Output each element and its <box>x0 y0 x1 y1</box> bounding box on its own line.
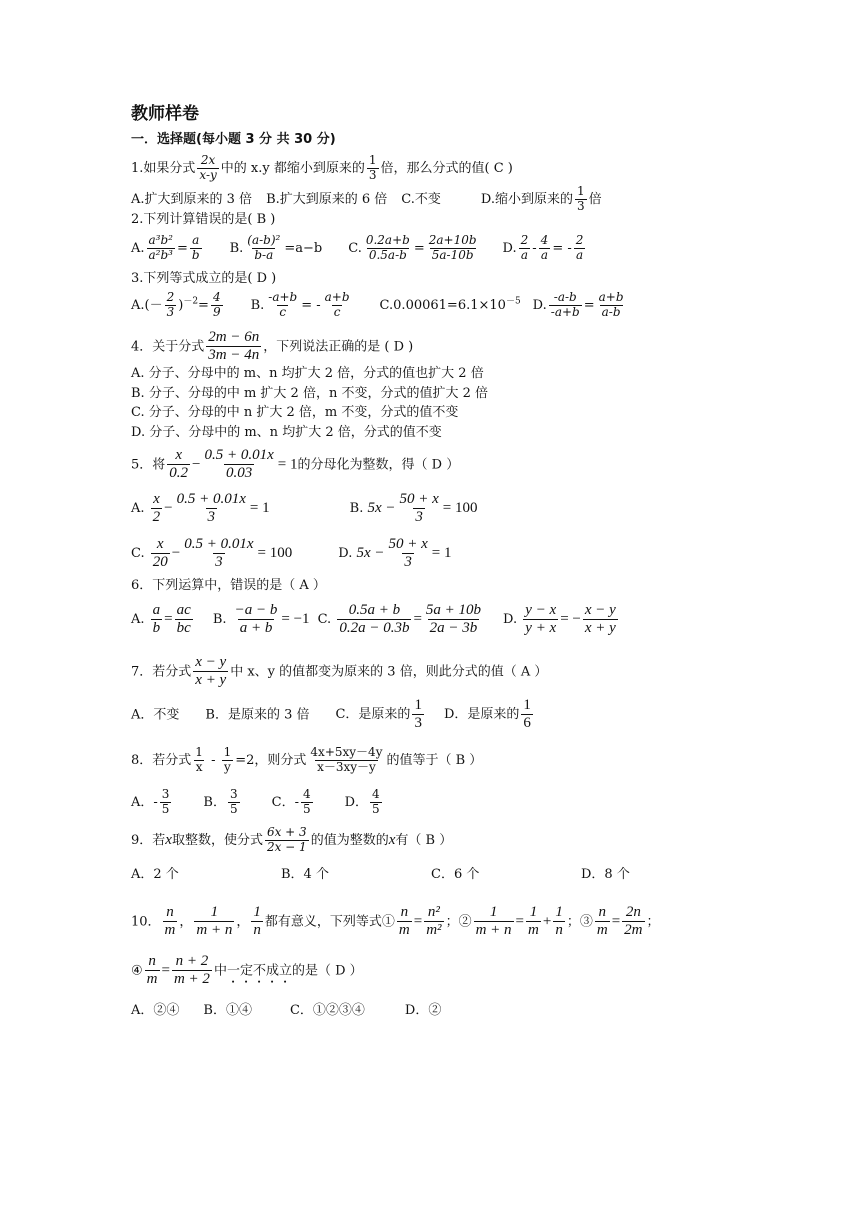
option-c: C. $\frac{0.2a+b}{0.5a-b}$ = $\frac{2a+10b}{5a-10b}$ <box>348 233 477 262</box>
question-2-stem: 2.下列计算错误的是( B ) <box>131 212 276 227</box>
option-c: C．①②③④ <box>289 1003 365 1018</box>
question-7-stem: 7．若分式 $\frac{x - y}{x + y}$ 中 x、y 的值都变为原来的 3 倍，则此分式的值（ A ） <box>131 654 548 689</box>
question-3-stem: 3.下列等式成立的是( D ) <box>131 271 277 286</box>
option-d: D. 5x − $\frac{50 + x}{3}$ = 1 <box>338 536 452 571</box>
option-a: A．2 个 <box>131 867 179 882</box>
option-b: B. $\frac{\text{(a-b)²}}{b-a}$ =a−b <box>229 233 323 262</box>
option-b: B. $\frac{-a+b}{c}$ = - $\frac{a+b}{c}$ <box>250 290 350 319</box>
option-d: D. 分子、分母中的 m、n 均扩大 2 倍，分式的值不变 <box>131 425 442 440</box>
option-a: A.(－ $\frac{2}{3}$ )$^{-2}$= $\frac{4}{9}$ <box>131 290 221 319</box>
option-d: D. $\frac{2}{a}$ - $\frac{4}{a}$ = - $\frac{2}{a}$ <box>502 233 584 262</box>
question-8-stem: 8．若分式 $\frac{1}{x}$ - $\frac{1}{y}$ =2，则分式 $\frac{4x+5xy-4y}{x-3xy-y}$ 的值等于（ B ） <box>131 745 483 774</box>
option-b: B．是原来的 3 倍 <box>205 707 310 723</box>
page-title: 教师样卷 <box>131 104 199 124</box>
option-a: A. $\frac{x}{2}$ − $\frac{0.5 + 0.01x}{3}$ = 1 <box>131 491 270 526</box>
emphasis-text: 一定不成立 <box>226 963 292 979</box>
option-d: D.缩小到原来的 $\frac{1}{3}$ 倍 <box>480 184 602 213</box>
option-a: A. 分子、分母中的 m、n 均扩大 2 倍，分式的值也扩大 2 倍 <box>131 366 484 381</box>
option-c: C．是原来的 $\frac{1}{3}$ <box>335 697 422 732</box>
option-c: C.不变 <box>401 191 441 207</box>
option-c: C．6 个 <box>431 867 480 882</box>
option-b: B. $\frac{-a - b}{a + b}$ = −1 <box>212 602 310 637</box>
question-6-options <box>131 602 620 638</box>
option-b: B. 分子、分母的中 m 扩大 2 倍，n 不变，分式的值扩大 2 倍 <box>131 386 488 401</box>
option-d: D. $\frac{-a-b}{-a+b}$ = $\frac{a+b}{a-b}$ <box>532 290 624 319</box>
option-a: A.扩大到原来的 3 倍 <box>131 191 253 207</box>
option-d: D．是原来的 $\frac{1}{6}$ <box>443 697 531 732</box>
question-10-options <box>131 1001 441 1021</box>
question-10-stem-line1: 10． $\frac{n}{m}$ ， $\frac{1}{m + n}$ ， $\frac{1}{n}$ 都有意义，下列等式① $\frac{n}{m}$ = $\frac{\text{n²}}{\text{m²}}$ ；② $\frac{1}{m + n}$ = $\frac{1}{m}$ + $\frac{1}{n}$ ；③ $\frac{n}{m}$ = $\frac{2n}{2m}$ ； <box>131 904 660 939</box>
option-c: C. $\frac{0.5a + b}{0.2a - 0.3b}$ = $\frac{5a + 10b}{2a - 3b}$ <box>317 602 482 637</box>
option-d: D．② <box>404 1003 442 1018</box>
option-c: $C.0.00061=6.1\times 10^{-5}$ <box>379 296 521 313</box>
option-c: C．- $\frac{4}{5}$ <box>271 787 311 816</box>
option-b: B.扩大到原来的 6 倍 <box>266 191 388 207</box>
option-c: C. $\frac{x}{20}$ − $\frac{0.5 + 0.01x}{3}$ = 100 <box>131 536 293 571</box>
option-a: A. $\frac{\text{a³b²}}{\text{a²b³}}$ = $\frac{a}{b}$ <box>131 233 200 262</box>
option-b: B. 5x − $\frac{50 + x}{3}$ = 100 <box>349 491 478 526</box>
question-5-stem: 5．将 $\frac{x}{0.2}$ − $\frac{0.5 + 0.01x}{0.03}$ = 1的分母化为整数，得（ D ） <box>131 447 460 482</box>
option-a: A．②④ <box>131 1003 180 1018</box>
option-d: D. $\frac{y - x}{y + x}$ = − $\frac{x - y}{x + y}$ <box>503 602 616 637</box>
option-c: C. 分子、分母的中 n 扩大 2 倍，m 不变，分式的值不变 <box>131 405 459 420</box>
option-b: B．4 个 <box>281 867 329 882</box>
option-d: D． $\frac{4}{5}$ <box>344 787 380 816</box>
question-1-stem: 1.如果分式 $\frac{2x}{x-y}$ 中的 x.y 都缩小到原来的 $\frac{1}{3}$ 倍，那么分式的值( C ) <box>131 153 513 182</box>
option-b: B． $\frac{3}{5}$ <box>203 787 238 816</box>
option-b: B．①④ <box>203 1003 252 1018</box>
section-heading: 一．选择题(每小题 3 分 共 30 分) <box>131 132 336 147</box>
question-4-stem: 4．关于分式 $\frac{2m - 6n}{3m - 4n}$ ，下列说法正确的是 ( D ) <box>131 329 414 364</box>
fraction: $\frac{2x}{x-y}$ <box>199 153 217 182</box>
question-5-options-row1 <box>131 491 478 527</box>
question-9-stem: 9．若x取整数，使分式 $\frac{6x + 3}{2x - 1}$ 的值为整数的x有（ B ） <box>131 825 453 854</box>
question-10-stem-line2: ④ $\frac{n}{m}$ = $\frac{n + 2}{m + 2}$ 中一定不成立的是（ D ） <box>131 953 363 988</box>
question-3-options <box>131 291 628 320</box>
question-5-options-row2 <box>131 536 452 572</box>
option-a: A．不变 <box>131 707 180 723</box>
question-2-options <box>131 234 587 263</box>
option-a: A. $\frac{a}{b}$ = $\frac{ac}{bc}$ <box>131 602 191 637</box>
question-6-stem: 6．下列运算中，错误的是（ A ） <box>131 578 326 593</box>
question-7-options <box>131 697 535 733</box>
question-9-options <box>131 865 630 885</box>
fraction: $\frac{1}{3}$ <box>368 153 377 182</box>
option-a: A．- $\frac{3}{5}$ <box>131 787 170 816</box>
question-8-options <box>131 788 384 817</box>
option-d: D．8 个 <box>581 867 630 882</box>
